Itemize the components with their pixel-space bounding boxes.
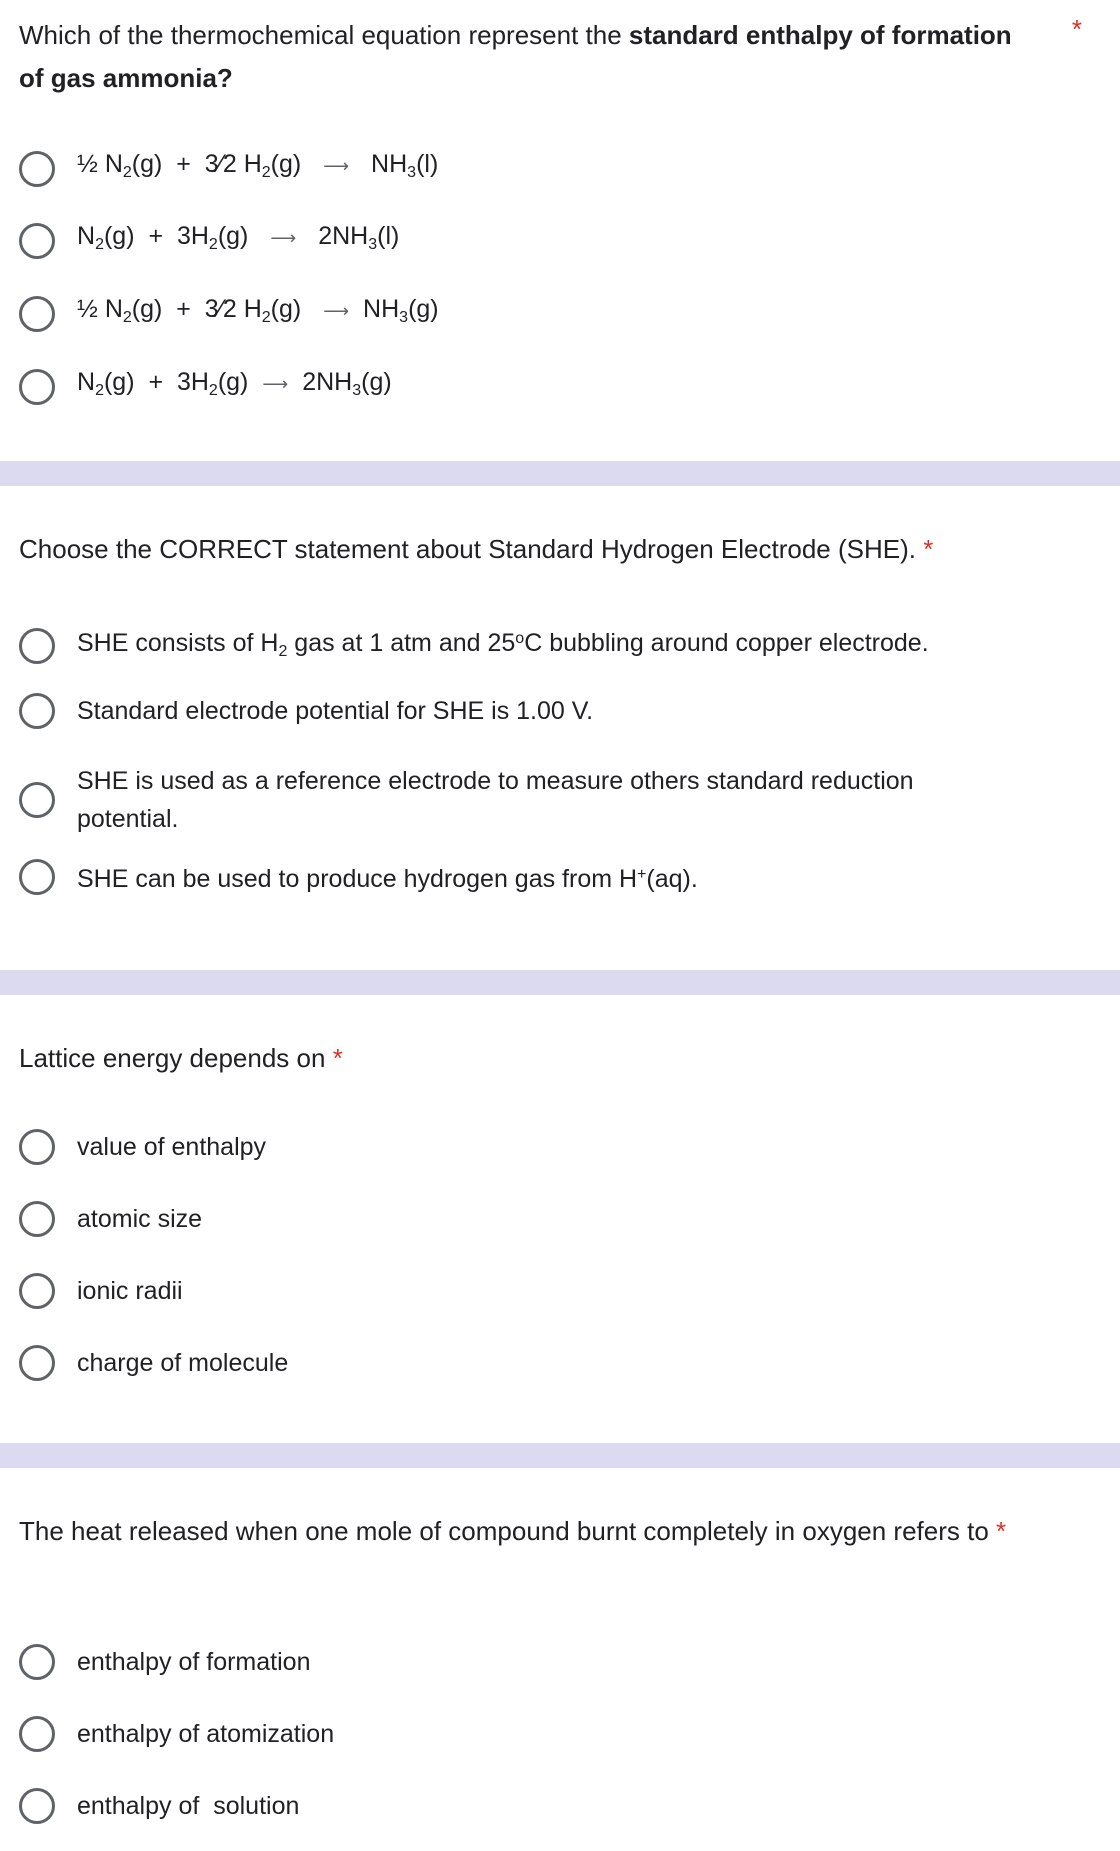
question-title bbox=[19, 1510, 1100, 1553]
radio-button[interactable] bbox=[19, 859, 55, 895]
question-text: The heat released when one mole of compound burnt completely in oxygen refers to bbox=[19, 1516, 989, 1546]
option-label: ionic radii bbox=[77, 1277, 183, 1305]
option-label: enthalpy of atomization bbox=[77, 1720, 335, 1748]
question-card-2 bbox=[0, 486, 1120, 970]
option-label: enthalpy of solution bbox=[77, 1792, 300, 1820]
radio-button[interactable] bbox=[19, 1788, 55, 1824]
radio-button[interactable] bbox=[19, 628, 55, 664]
radio-option-1[interactable] bbox=[19, 145, 1080, 192]
question-card-3 bbox=[0, 995, 1120, 1443]
question-title bbox=[19, 528, 1080, 571]
radio-option-3[interactable] bbox=[19, 762, 1000, 838]
question-card-4 bbox=[0, 1468, 1120, 1851]
option-label: atomic size bbox=[77, 1205, 203, 1233]
section-divider bbox=[0, 461, 1120, 486]
option-label: ½ $N_2(g)$ + 3⁄2 $H_2(g)$ ⟶ $NH_3(g)$ bbox=[77, 295, 439, 326]
section-divider bbox=[0, 970, 1120, 995]
radio-option-1[interactable] bbox=[19, 1643, 1080, 1681]
radio-button[interactable] bbox=[19, 223, 55, 259]
radio-option-2[interactable] bbox=[19, 1715, 1080, 1753]
option-label: $N_2(g) + 3H_2(g)$ ⟶ $2NH_3(l)$ bbox=[77, 222, 400, 253]
required-asterisk: * bbox=[1071, 14, 1082, 44]
radio-button[interactable] bbox=[19, 693, 55, 729]
radio-option-2[interactable] bbox=[19, 692, 1080, 730]
radio-option-2[interactable] bbox=[19, 217, 1080, 264]
option-label: charge of molecule bbox=[77, 1349, 289, 1377]
radio-button[interactable] bbox=[19, 369, 55, 405]
reaction-arrow: ⟶ bbox=[323, 301, 350, 321]
question-text: Choose the CORRECT statement about Standard Hydrogen Electrode (SHE). bbox=[19, 534, 916, 564]
option-label: Standard electrode potential for SHE is 1.00 V. bbox=[77, 697, 594, 725]
radio-option-3[interactable] bbox=[19, 290, 1080, 337]
radio-option-3[interactable] bbox=[19, 1272, 1080, 1310]
radio-option-1[interactable] bbox=[19, 1128, 1080, 1166]
question-title bbox=[19, 14, 1030, 100]
radio-button[interactable] bbox=[19, 1345, 55, 1381]
radio-option-3[interactable] bbox=[19, 1787, 1080, 1825]
reaction-arrow: ⟶ bbox=[270, 228, 297, 248]
radio-option-4[interactable] bbox=[19, 856, 1080, 898]
required-asterisk: * bbox=[996, 1516, 1007, 1546]
option-label: SHE consists of $H_2$ gas at 1 atm and 25$^o$C bubbling around copper electrode. bbox=[77, 629, 929, 660]
radio-button[interactable] bbox=[19, 782, 55, 818]
radio-button[interactable] bbox=[19, 1716, 55, 1752]
option-label: $N_2(g) + 3H_2(g)$ ⟶ $2NH_3(g)$ bbox=[77, 368, 392, 399]
radio-option-1[interactable] bbox=[19, 620, 1080, 671]
radio-button[interactable] bbox=[19, 1129, 55, 1165]
required-asterisk: * bbox=[332, 1043, 343, 1073]
radio-option-2[interactable] bbox=[19, 1200, 1080, 1238]
question-card-1 bbox=[0, 0, 1120, 460]
radio-button[interactable] bbox=[19, 1644, 55, 1680]
question-text-bold: standard enthalpy of formation of gas ammonia? bbox=[19, 20, 1012, 93]
option-label: ½ $N_2(g)$ + 3⁄2 $H_2(g)$ ⟶ $NH_3(l)$ bbox=[77, 150, 439, 181]
option-label: enthalpy of formation bbox=[77, 1648, 311, 1676]
section-divider bbox=[0, 1443, 1120, 1468]
reaction-arrow: ⟶ bbox=[323, 156, 350, 176]
required-asterisk: * bbox=[923, 534, 934, 564]
radio-option-4[interactable] bbox=[19, 363, 1080, 410]
radio-button[interactable] bbox=[19, 1273, 55, 1309]
question-text: Lattice energy depends on bbox=[19, 1043, 326, 1073]
question-title bbox=[19, 1037, 1080, 1080]
radio-button[interactable] bbox=[19, 151, 55, 187]
option-label: value of enthalpy bbox=[77, 1133, 267, 1161]
option-label: SHE is used as a reference electrode to measure others standard reduction potential. bbox=[77, 767, 914, 833]
reaction-arrow: ⟶ bbox=[262, 374, 289, 394]
question-text: Which of the thermochemical equation represent the bbox=[19, 20, 629, 50]
radio-button[interactable] bbox=[19, 296, 55, 332]
option-label: SHE can be used to produce hydrogen gas from H+(aq). bbox=[77, 865, 698, 893]
radio-button[interactable] bbox=[19, 1201, 55, 1237]
radio-option-4[interactable] bbox=[19, 1344, 1080, 1382]
